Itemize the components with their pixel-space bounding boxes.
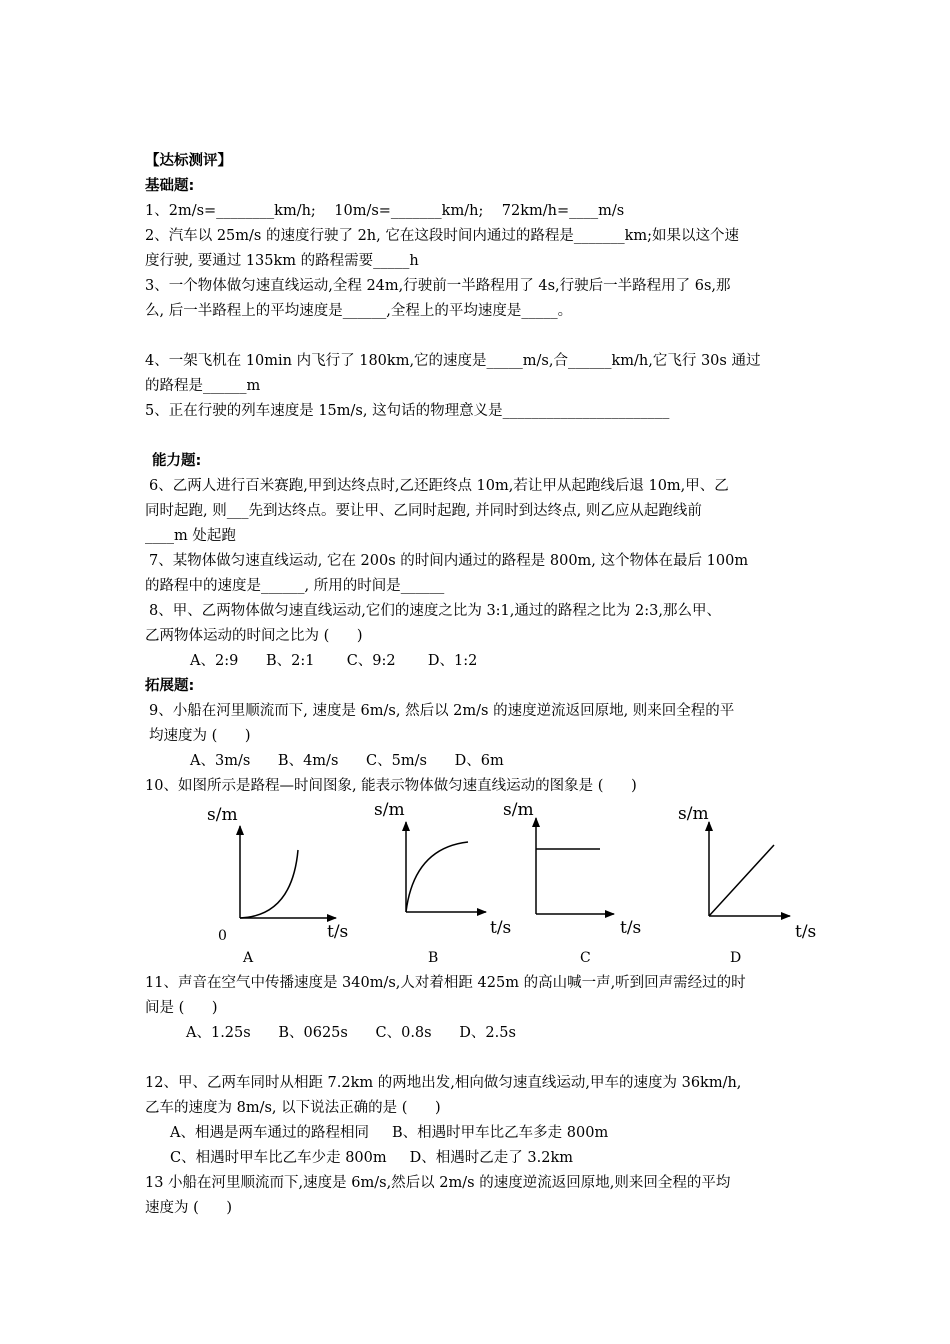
graph-b-x-label: t/s <box>490 918 512 938</box>
question-12-line-1: 12、甲、乙两车同时从相距 7.2km 的两地出发,相向做匀速直线运动,甲车的速度为 36km/h, <box>145 1075 742 1091</box>
graph-a-origin: 0 <box>218 928 227 944</box>
question-6-line-3: ____m 处起跑 <box>145 528 236 544</box>
graph-a-y-label: s/m <box>207 805 238 825</box>
question-2-line-1: 2、汽车以 25m/s 的速度行驶了 2h, 它在这段时间内通过的路程是_______km;如果以这个速 <box>145 228 740 244</box>
graph-c-caption: C <box>580 950 591 966</box>
question-7-line-2: 的路程中的速度是______, 所用的时间是______ <box>145 578 445 594</box>
graph-c <box>503 800 641 966</box>
question-2-line-2: 度行驶, 要通过 135km 的路程需要_____h <box>145 253 419 269</box>
graph-a <box>207 805 348 966</box>
graph-b-caption: B <box>428 950 439 966</box>
question-11-options: A、1.25s B、0625s C、0.8s D、2.5s <box>186 1025 516 1041</box>
question-9-line-2: 均速度为 ( ) <box>149 728 251 744</box>
basic-section-title: 基础题: <box>145 178 195 194</box>
question-6-line-2: 同时起跑, 则___先到达终点。要让甲、乙同时起跑, 并同时到达终点, 则乙应从起跑线前 <box>145 503 702 519</box>
graph-d-y-label: s/m <box>678 804 709 824</box>
extend-section-title: 拓展题: <box>145 678 195 694</box>
question-6-line-1: 6、乙两人进行百米赛跑,甲到达终点时,乙还距终点 10m,若让甲从起跑线后退 10m,甲、乙 <box>149 478 729 494</box>
graph-a-curve <box>240 850 298 918</box>
graph-a-x-label: t/s <box>327 922 349 942</box>
question-13-line-2: 速度为 ( ) <box>145 1200 233 1216</box>
graph-c-x-label: t/s <box>620 918 642 938</box>
question-9-options: A、3m/s B、4m/s C、5m/s D、6m <box>190 753 504 769</box>
question-11-line-1: 11、声音在空气中传播速度是 340m/s,人对着相距 425m 的高山喊一声,听到回声需经过的时 <box>145 975 746 991</box>
question-8-line-2: 乙两物体运动的时间之比为 ( ) <box>145 628 363 644</box>
question-12-line-2: 乙车的速度为 8m/s, 以下说法正确的是 ( ) <box>145 1100 441 1116</box>
graph-b <box>374 800 511 966</box>
question-7-line-1: 7、某物体做匀速直线运动, 它在 200s 的时间内通过的路程是 800m, 这个物体在最后 100m <box>149 553 749 569</box>
question-4-line-1: 4、一架飞机在 10min 内飞行了 180km,它的速度是_____m/s,合______km/h,它飞行 30s 通过 <box>145 353 761 369</box>
question-8-options: A、2:9 B、2:1 C、9:2 D、1:2 <box>190 653 478 669</box>
graph-d-line <box>709 845 774 916</box>
question-13-line-1: 13 小船在河里顺流而下,速度是 6m/s,然后以 2m/s 的速度逆流返回原地,则来回全程的平均 <box>145 1175 731 1191</box>
question-12-options-1: A、相遇是两车通过的路程相同 B、相遇时甲车比乙车多走 800m <box>170 1125 609 1141</box>
section-heading: 【达标测评】 <box>145 153 232 169</box>
question-4-line-2: 的路程是______m <box>145 378 261 394</box>
question-11-line-2: 间是 ( ) <box>145 1000 218 1016</box>
graph-b-curve <box>406 842 468 912</box>
question-5: 5、正在行驶的列车速度是 15m/s, 这句话的物理意义是_______________________ <box>145 403 670 419</box>
question-9-line-1: 9、小船在河里顺流而下, 速度是 6m/s, 然后以 2m/s 的速度逆流返回原地, 则来回全程的平 <box>149 703 735 719</box>
graph-b-y-label: s/m <box>374 800 405 820</box>
ability-section-title: 能力题: <box>152 453 202 469</box>
question-3-line-1: 3、一个物体做匀速直线运动,全程 24m,行驶前一半路程用了 4s,行驶后一半路程用了 6s,那 <box>145 278 731 294</box>
graph-a-caption: A <box>243 950 254 966</box>
question-8-line-1: 8、甲、乙两物体做匀速直线运动,它们的速度之比为 3:1,通过的路程之比为 2:3,那么甲、 <box>149 603 721 619</box>
question-10: 10、如图所示是路程—时间图象, 能表示物体做匀速直线运动的图象是 ( ) <box>145 778 637 794</box>
graph-c-y-label: s/m <box>503 800 534 820</box>
graph-d-x-label: t/s <box>795 922 817 942</box>
question-1: 1、2m/s=________km/h; 10m/s=_______km/h; 72km/h=____m/s <box>145 203 625 219</box>
graph-d-caption: D <box>730 950 742 966</box>
question-3-line-2: 么, 后一半路程上的平均速度是______,全程上的平均速度是_____。 <box>145 303 573 319</box>
question-12-options-2: C、相遇时甲车比乙车少走 800m D、相遇时乙走了 3.2km <box>170 1150 574 1166</box>
graph-d <box>678 804 816 966</box>
